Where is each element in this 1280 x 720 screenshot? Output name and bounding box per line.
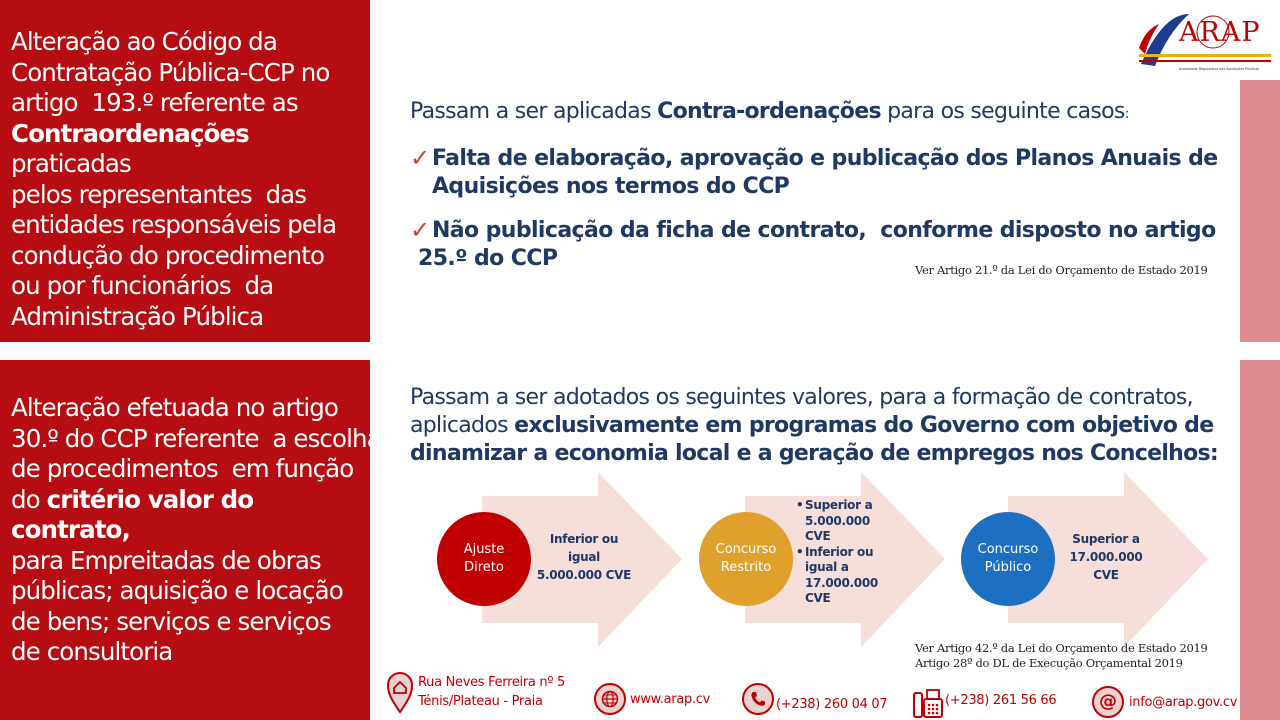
panel-top-line: entidades responsáveis pela xyxy=(11,210,337,239)
panel-bottom-bold: critério valor do contrato, xyxy=(11,484,254,544)
procedure-name-line: Concurso xyxy=(977,542,1039,557)
checkmark-icon: ✓ xyxy=(410,144,431,172)
section2-intro-line xyxy=(410,412,1218,440)
logo-tagline: Autoridade Reguladora das Aquisições Públicas xyxy=(1179,67,1260,71)
location-pin-icon xyxy=(386,670,414,714)
section1-intro-colon: : xyxy=(1124,106,1129,122)
section1-intro-pre: Passam a ser aplicadas xyxy=(410,99,658,124)
panel-bottom-line: para Empreitadas de obras xyxy=(11,545,321,575)
threshold-line: • Inferior ou xyxy=(805,544,874,559)
threshold-line: CVE xyxy=(805,529,831,543)
email-link[interactable]: info@arap.gov.cv xyxy=(1129,694,1238,710)
left-panel-top xyxy=(0,0,370,342)
address-text xyxy=(418,673,565,711)
threshold-line: 5.000.000 CVE xyxy=(536,568,632,582)
logo-line-red xyxy=(1139,60,1271,62)
footer-fax xyxy=(912,687,1056,719)
section2-intro-bold: exclusivamente em programas do Governo com objetivo de xyxy=(514,413,1214,438)
case-1-line: Aquisições nos termos do CCP xyxy=(432,174,790,199)
case-2-line: Não publicação da ficha de contrato, conforme disposto no artigo xyxy=(432,218,1216,243)
section1-intro-bold: Contra-ordenações xyxy=(657,99,881,124)
panel-top-line: Contratação Pública-CCP no xyxy=(11,57,330,87)
footer-address xyxy=(386,670,565,714)
threshold-bullet xyxy=(796,545,886,607)
panel-top-line xyxy=(11,119,360,180)
section2-intro-line xyxy=(410,440,1218,468)
checkmark-icon: ✓ xyxy=(410,216,431,244)
address-line: Rua Neves Ferreira nº 5 xyxy=(418,675,565,690)
section2-intro-pre: aplicados xyxy=(410,413,515,438)
procedure-circle-ajuste-direto xyxy=(437,512,531,606)
section1-intro-post: para os seguinte casos xyxy=(880,99,1125,124)
fax-number: (+238) 261 56 66 xyxy=(945,692,1057,708)
reference-line: Artigo 28º do DL de Execução Orçamental 2019 xyxy=(915,656,1183,670)
logo-line-gold xyxy=(1139,54,1271,57)
panel-bottom-pre: do xyxy=(11,484,47,514)
footer-phone xyxy=(742,683,887,715)
at-sign-icon: @ xyxy=(1092,686,1124,718)
threshold-concurso-restrito xyxy=(796,498,886,607)
side-bar-top xyxy=(1240,80,1280,342)
panel-bottom-line xyxy=(11,485,362,546)
side-bar-bottom xyxy=(1240,360,1280,720)
threshold-bullet xyxy=(796,498,886,545)
section1-reference: Ver Artigo 21.º da Lei do Orçamento de Estado 2019 xyxy=(915,263,1208,277)
panel-bottom-line: de bens; serviços e serviços xyxy=(11,606,331,636)
threshold-concurso-publico xyxy=(1058,530,1154,584)
procedure-name-line: Concurso xyxy=(715,542,777,557)
panel-top-line: Alteração ao Código da xyxy=(11,27,277,56)
panel-bottom-line: Alteração efetuada no artigo xyxy=(11,393,339,422)
procedure-name xyxy=(978,541,1039,577)
panel-bottom-line: de consultoria xyxy=(11,637,173,666)
procedure-name-line: Restrito xyxy=(720,560,772,575)
threshold-line: CVE xyxy=(805,591,831,605)
phone-icon xyxy=(742,683,774,715)
panel-top-line: pelos representantes das xyxy=(11,179,307,209)
threshold-line: Superior a xyxy=(1072,532,1140,546)
left-panel-bottom xyxy=(0,360,381,720)
panel-bottom-line: públicas; aquisição e locação xyxy=(11,576,343,605)
threshold-line: 17.000.000 xyxy=(805,575,878,590)
phone-number: (+238) 260 04 07 xyxy=(776,696,888,712)
panel-top-rest: praticadas xyxy=(11,149,131,178)
section2-reference xyxy=(915,641,1208,671)
panel-bottom-line: 30.º do CCP referente a escolha xyxy=(11,423,381,453)
threshold-line: CVE xyxy=(1093,568,1119,582)
panel-top-line: ou por funcionários da xyxy=(11,271,274,300)
threshold-ajuste-direto xyxy=(534,530,634,584)
procedure-name xyxy=(716,541,777,577)
panel-top-line: artigo 193.º referente as xyxy=(11,88,298,117)
procedure-circle-concurso-publico xyxy=(961,512,1055,606)
section2-intro xyxy=(410,384,1218,468)
globe-icon xyxy=(594,683,626,715)
procedure-name xyxy=(464,541,505,577)
section2-intro-bold: dinamizar a economia local e a geração de empregos nos Concelhos: xyxy=(410,441,1219,466)
panel-bottom-line: de procedimentos em função xyxy=(11,454,354,483)
arap-logo xyxy=(1135,8,1275,76)
procedure-name-line: Público xyxy=(984,560,1032,575)
case-1-line: Falta de elaboração, aprovação e publicação dos Planos Anuais de xyxy=(432,146,1218,171)
panel-top-line: Administração Pública xyxy=(11,301,264,331)
procedure-name-line: Direto xyxy=(464,560,504,575)
footer-website[interactable] xyxy=(594,683,710,715)
arap-logo-graphic xyxy=(1135,8,1275,76)
threshold-line: 5.000.000 xyxy=(805,513,870,528)
section1-intro xyxy=(410,98,1129,128)
section2-intro-line: Passam a ser adotados os seguintes valores, para a formação de contratos, xyxy=(410,385,1193,410)
panel-top-line: condução do procedimento xyxy=(11,240,325,270)
address-line: Ténis/Plateau - Praia xyxy=(418,694,543,709)
panel-top-bold: Contraordenações xyxy=(11,118,249,148)
logo-wordmark: ARAP xyxy=(1179,17,1261,48)
reference-line: Ver Artigo 42.º da Lei do Orçamento de Estado 2019 xyxy=(915,641,1208,655)
website-link[interactable]: www.arap.cv xyxy=(630,691,711,707)
threshold-line: 17.000.000 xyxy=(1069,550,1143,564)
footer-email[interactable] xyxy=(1092,686,1237,718)
threshold-line: Inferior ou xyxy=(549,532,619,546)
case-2-line: 25.º do CCP xyxy=(418,246,558,271)
case-1 xyxy=(432,145,1218,201)
fax-icon xyxy=(912,687,944,719)
procedure-circle-concurso-restrito xyxy=(699,512,793,606)
procedure-name-line: Ajuste xyxy=(463,542,505,557)
threshold-line: igual xyxy=(568,550,600,564)
threshold-line: igual a xyxy=(805,560,849,574)
threshold-line: • Superior a xyxy=(805,498,873,512)
